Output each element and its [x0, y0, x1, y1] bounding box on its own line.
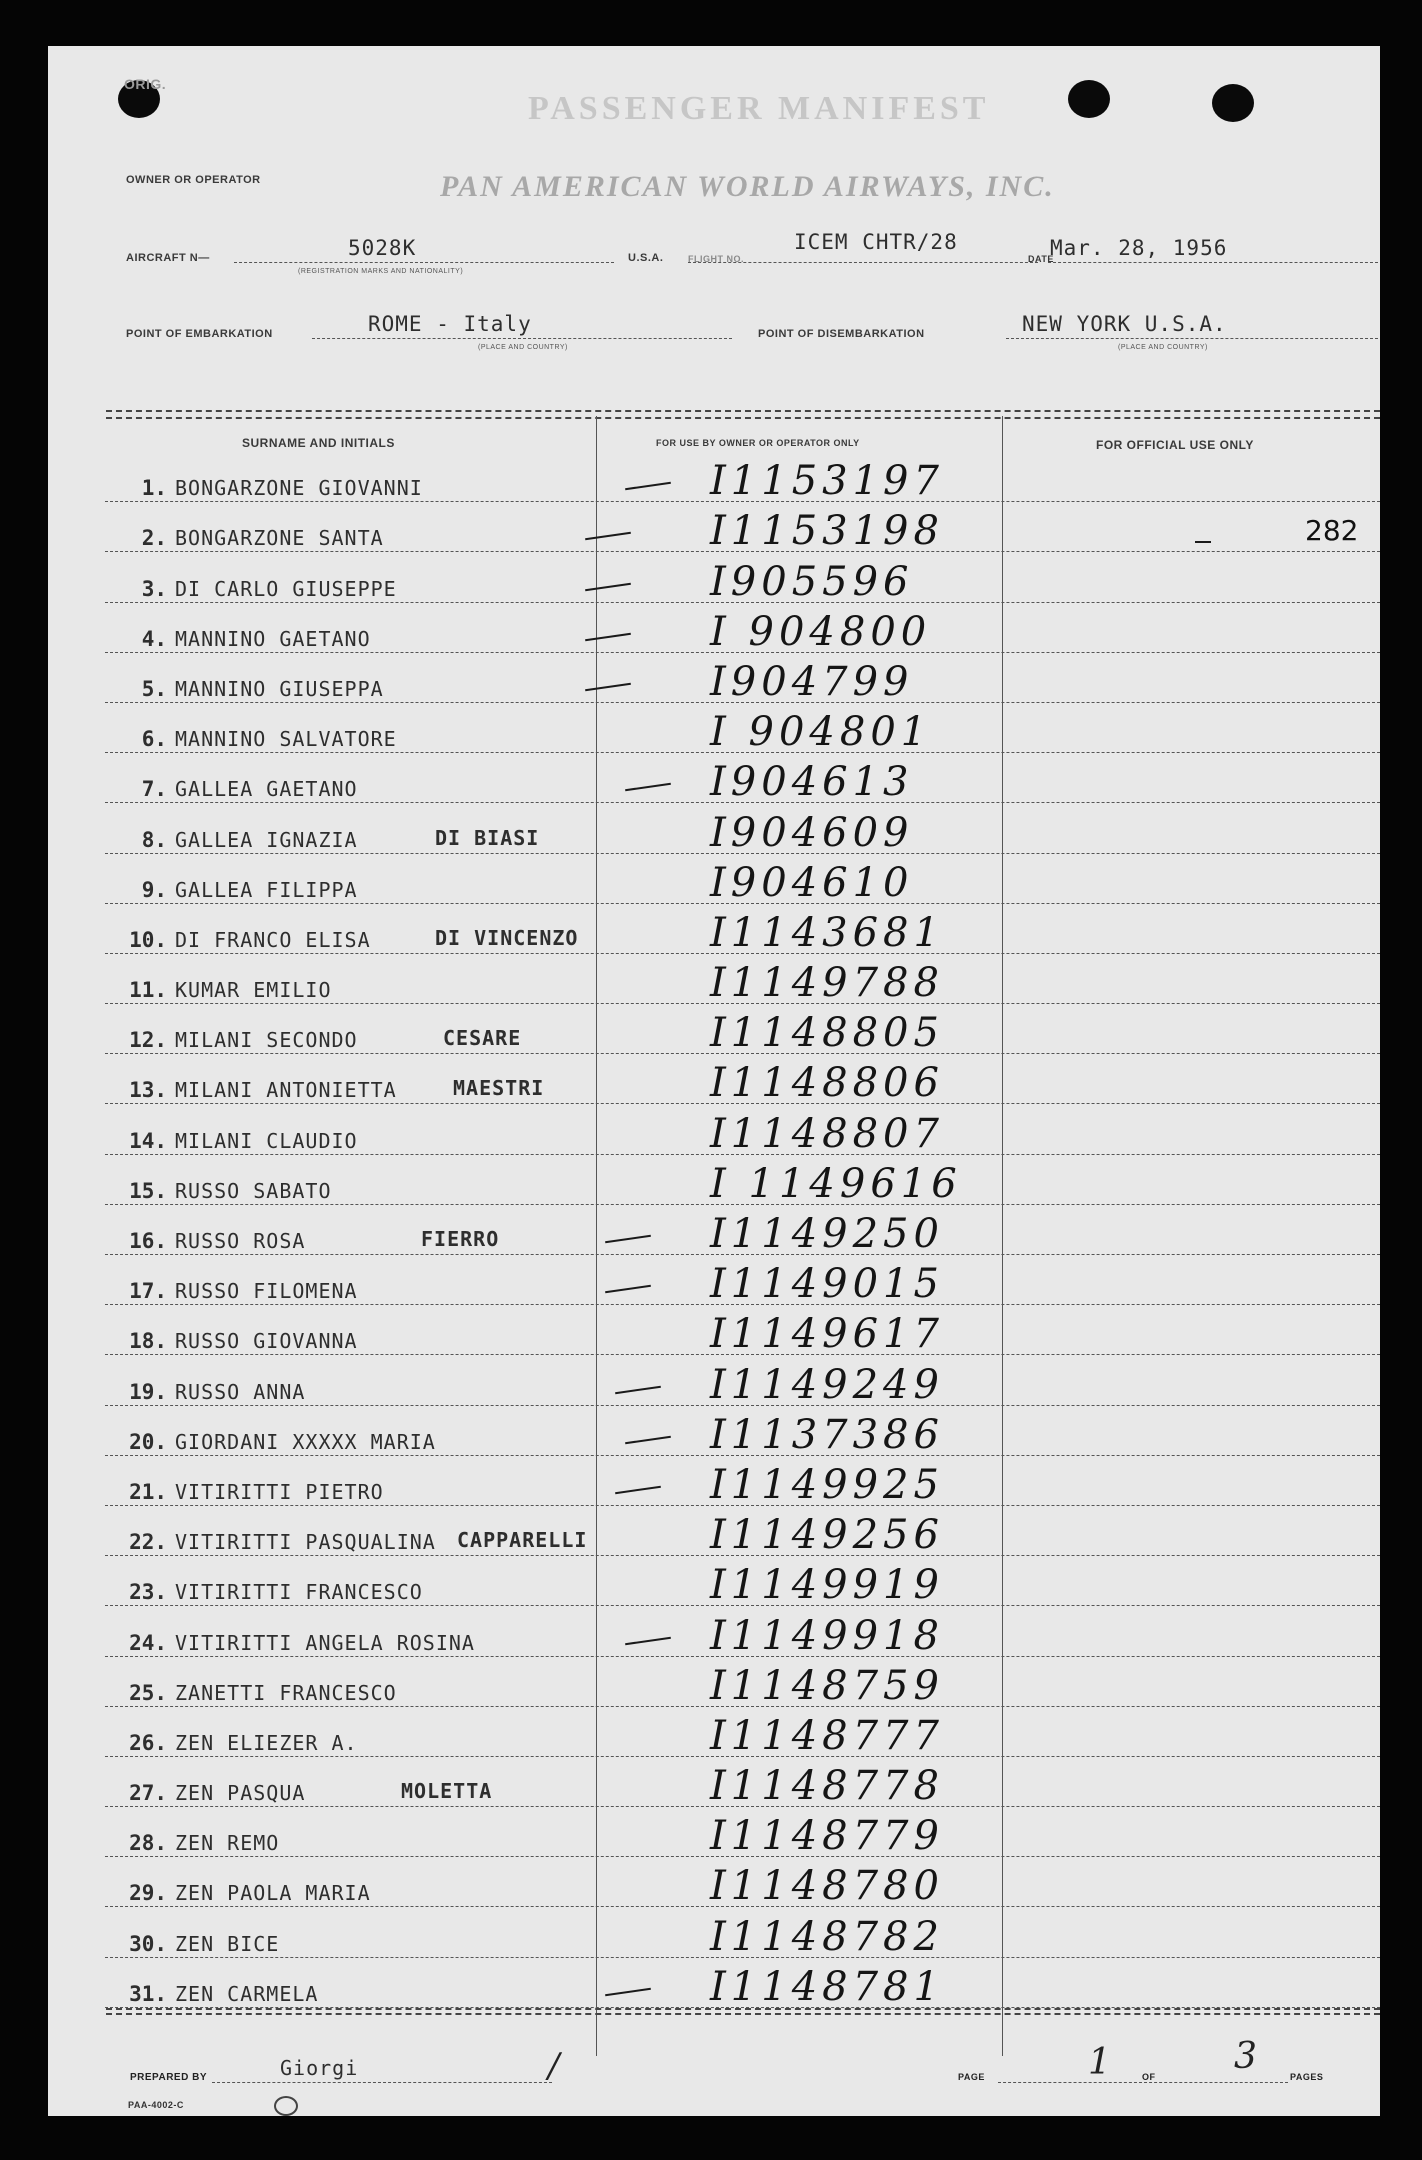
- row-number: 21.: [129, 1479, 167, 1504]
- passenger-name: ZEN PAOLA MARIA: [175, 1881, 371, 1906]
- passenger-name: RUSSO ANNA: [175, 1379, 306, 1404]
- date-value: Mar. 28, 1956: [1050, 236, 1228, 260]
- row-number: 31.: [129, 1981, 167, 2006]
- row-number: 14.: [129, 1128, 167, 1153]
- passenger-name: GIORDANI XXXXX MARIA: [175, 1429, 436, 1454]
- passenger-name: RUSSO GIOVANNA: [175, 1329, 358, 1354]
- passport-number: I904613: [710, 759, 914, 806]
- passenger-name: GALLEA FILIPPA: [175, 877, 358, 902]
- passenger-name: GALLEA GAETANO: [175, 777, 358, 802]
- passport-number: I905596: [710, 558, 914, 605]
- owner-value: PAN AMERICAN WORLD AIRWAYS, INC.: [440, 170, 1055, 203]
- prepared-label: PREPARED BY: [130, 2072, 207, 2083]
- aircraft-label: AIRCRAFT N—: [126, 252, 210, 264]
- row-number: 12.: [129, 1028, 167, 1053]
- passenger-name: MILANI CLAUDIO: [175, 1128, 358, 1153]
- passport-number: I1153197: [710, 458, 944, 505]
- passport-number: I1149256: [710, 1512, 944, 1559]
- surname-column-header: SURNAME AND INITIALS: [242, 436, 395, 450]
- table-row: [105, 1054, 1380, 1107]
- passenger-name: GALLEA IGNAZIA: [175, 827, 358, 852]
- passenger-name: DI CARLO GIUSEPPE: [175, 576, 397, 601]
- passenger-name: MANNINO GIUSEPPA: [175, 676, 384, 701]
- row-number: 3.: [141, 576, 167, 601]
- row-number: 17.: [129, 1279, 167, 1304]
- passenger-name: KUMAR EMILIO: [175, 978, 332, 1003]
- row-number: 25.: [129, 1680, 167, 1705]
- corner-mark: ORIG.: [124, 76, 167, 92]
- table-row: [105, 703, 1380, 756]
- row-number: 24.: [129, 1630, 167, 1655]
- table-row: [105, 854, 1380, 904]
- official-dash: [1195, 541, 1211, 543]
- passenger-name: RUSSO FILOMENA: [175, 1279, 358, 1304]
- table-row: [105, 552, 1380, 605]
- row-number: 26.: [129, 1730, 167, 1755]
- row-number: 22.: [129, 1530, 167, 1555]
- table-row: [105, 1857, 1380, 1910]
- check-dash: [605, 1988, 651, 1996]
- owner-label: OWNER OR OPERATOR: [126, 174, 261, 186]
- aircraft-value: 5028K: [348, 236, 417, 260]
- passenger-annotation: FIERRO: [421, 1227, 500, 1251]
- table-row: [105, 1104, 1380, 1157]
- passenger-annotation: DI BIASI: [435, 825, 540, 850]
- disembarkation-sublabel: (PLACE AND COUNTRY): [1118, 344, 1208, 351]
- embarkation-value: ROME - Italy: [368, 312, 532, 336]
- passport-number: I1148805: [710, 1010, 944, 1057]
- manifest-sheet: [48, 46, 1380, 2116]
- disembarkation-value: NEW YORK U.S.A.: [1022, 312, 1227, 336]
- passport-number: I 904800: [710, 608, 932, 655]
- passport-number: I904609: [710, 809, 914, 856]
- table-bottom-rule: [106, 2008, 1380, 2015]
- disembarkation-label: POINT OF DISEMBARKATION: [758, 328, 925, 340]
- passenger-name: MANNINO SALVATORE: [175, 727, 397, 752]
- table-row: [105, 1907, 1380, 1960]
- passport-number: I904610: [710, 859, 914, 906]
- row-number: 19.: [129, 1379, 167, 1404]
- owner-use-column-header: FOR USE BY OWNER OR OPERATOR ONLY: [656, 438, 860, 448]
- table-row: [105, 1305, 1380, 1358]
- passport-number: I1149788: [710, 960, 944, 1007]
- passport-number: I1153198: [710, 508, 944, 555]
- passport-number: I1148777: [710, 1712, 944, 1759]
- passport-number: I1149249: [710, 1361, 944, 1408]
- page-title: PASSENGER MANIFEST: [528, 90, 990, 127]
- table-row: [105, 1355, 1380, 1408]
- row-number: 11.: [129, 978, 167, 1003]
- passenger-name: MANNINO GAETANO: [175, 626, 371, 651]
- row-number: 6.: [141, 727, 167, 752]
- table-row: [105, 753, 1380, 806]
- passenger-name: MILANI SECONDO: [175, 1028, 358, 1053]
- passport-number: I 1149616: [710, 1160, 962, 1207]
- passport-number: I1149925: [710, 1461, 944, 1508]
- check-dash: [585, 582, 631, 590]
- row-number: 15.: [129, 1178, 167, 1203]
- passenger-name: ZEN BICE: [175, 1931, 280, 1956]
- row-number: 4.: [141, 626, 167, 651]
- passport-number: I1148779: [710, 1813, 944, 1860]
- passenger-annotation: MOLETTA: [401, 1779, 493, 1804]
- table-row: [105, 1406, 1380, 1456]
- table-top-rule: [106, 410, 1380, 419]
- passenger-annotation: DI VINCENZO: [435, 925, 579, 950]
- check-dash: [625, 1636, 671, 1644]
- passport-number: I1148780: [710, 1863, 944, 1910]
- table-row: [105, 904, 1380, 954]
- passenger-name: VITIRITTI ANGELA ROSINA: [175, 1630, 475, 1655]
- passenger-name: DI FRANCO ELISA: [175, 927, 371, 952]
- passport-number: I1148778: [710, 1763, 944, 1810]
- passenger-name: ZEN PASQUA: [175, 1781, 306, 1806]
- passenger-annotation: MAESTRI: [453, 1076, 545, 1101]
- row-number: 30.: [129, 1931, 167, 1956]
- passenger-name: ZEN REMO: [175, 1831, 280, 1856]
- row-number: 23.: [129, 1580, 167, 1605]
- punch-hole: [1212, 84, 1254, 122]
- union-label-icon: [274, 2096, 298, 2116]
- check-dash: [605, 1285, 651, 1293]
- table-row: [105, 1506, 1380, 1559]
- check-dash: [625, 1436, 671, 1444]
- passenger-name: VITIRITTI PASQUALINA: [175, 1530, 436, 1555]
- row-number: 20.: [129, 1429, 167, 1454]
- official-value: 282: [1305, 514, 1359, 548]
- check-dash: [615, 1385, 661, 1393]
- table-row: [105, 452, 1380, 505]
- passenger-name: BONGARZONE SANTA: [175, 526, 384, 551]
- table-row: [105, 1004, 1380, 1057]
- row-number: 16.: [129, 1229, 167, 1253]
- flight-label: FLIGHT NO.: [688, 254, 744, 264]
- embarkation-label: POINT OF EMBARKATION: [126, 328, 273, 340]
- check-dash: [585, 633, 631, 641]
- check-dash: [625, 482, 671, 490]
- table-row: [105, 803, 1380, 856]
- table-row: [105, 1958, 1380, 2008]
- row-number: 5.: [141, 676, 167, 701]
- passenger-annotation: CAPPARELLI: [457, 1528, 588, 1553]
- table-row: [105, 1757, 1380, 1810]
- punch-hole: [1068, 80, 1110, 118]
- passenger-list: [105, 452, 1380, 2008]
- check-dash: [585, 683, 631, 691]
- passport-number: I1148806: [710, 1060, 944, 1107]
- check-dash: [625, 783, 671, 791]
- page-number: 1: [1088, 2042, 1111, 2083]
- passenger-name: ZEN ELIEZER A.: [175, 1730, 358, 1755]
- passport-number: I1148807: [710, 1110, 944, 1157]
- passport-number: I1149617: [710, 1311, 944, 1358]
- date-label: DATE: [1028, 254, 1054, 264]
- prepared-value: Giorgi: [280, 2056, 359, 2080]
- passport-number: I1148782: [710, 1913, 944, 1960]
- row-number: 28.: [129, 1831, 167, 1856]
- passenger-annotation: CESARE: [443, 1026, 522, 1051]
- check-dash: [585, 532, 631, 540]
- passport-number: I1137386: [710, 1411, 944, 1458]
- check-dash: [605, 1235, 651, 1243]
- flight-value: ICEM CHTR/28: [794, 230, 958, 254]
- table-row: [105, 954, 1380, 1007]
- passenger-name: VITIRITTI FRANCESCO: [175, 1580, 423, 1605]
- passport-number: I1149250: [710, 1211, 944, 1257]
- table-row: [105, 603, 1380, 653]
- passenger-name: RUSSO SABATO: [175, 1178, 332, 1203]
- row-number: 18.: [129, 1329, 167, 1354]
- form-code: PAA-4002-C: [128, 2100, 184, 2110]
- table-row: [105, 1155, 1380, 1205]
- of-label: OF: [1142, 2072, 1156, 2082]
- passenger-name: ZEN CARMELA: [175, 1981, 319, 2006]
- table-row: [105, 502, 1380, 555]
- row-number: 10.: [129, 927, 167, 952]
- passenger-name: VITIRITTI PIETRO: [175, 1479, 384, 1504]
- table-row: [105, 1657, 1380, 1707]
- passenger-name: BONGARZONE GIOVANNI: [175, 476, 423, 501]
- table-row: [105, 1205, 1380, 1255]
- table-row: [105, 1456, 1380, 1506]
- passport-number: I904799: [710, 658, 914, 705]
- table-row: [105, 653, 1380, 703]
- passenger-name: MILANI ANTONIETTA: [175, 1078, 397, 1103]
- official-use-column-header: FOR OFFICIAL USE ONLY: [1096, 438, 1254, 452]
- passport-number: I1148759: [710, 1662, 944, 1709]
- passport-number: I1149919: [710, 1562, 944, 1609]
- passenger-name: ZANETTI FRANCESCO: [175, 1680, 397, 1705]
- row-number: 29.: [129, 1881, 167, 1906]
- total-pages: 3: [1234, 2036, 1257, 2077]
- slash-mark: /: [548, 2046, 560, 2086]
- row-number: 9.: [141, 877, 167, 902]
- row-number: 27.: [129, 1781, 167, 1806]
- aircraft-sublabel: (REGISTRATION MARKS AND NATIONALITY): [298, 268, 464, 275]
- page-label: PAGE: [958, 2072, 985, 2082]
- table-row: [105, 1606, 1380, 1659]
- table-row: [105, 1807, 1380, 1860]
- embarkation-sublabel: (PLACE AND COUNTRY): [478, 344, 568, 351]
- passenger-name: RUSSO ROSA: [175, 1229, 306, 1253]
- check-dash: [615, 1486, 661, 1494]
- row-number: 13.: [129, 1078, 167, 1103]
- row-number: 1.: [141, 476, 167, 501]
- passport-number: I1149918: [710, 1612, 944, 1659]
- passport-number: I1149015: [710, 1261, 944, 1308]
- usa-label: U.S.A.: [628, 252, 664, 264]
- pages-label: PAGES: [1290, 2072, 1324, 2082]
- passport-number: I1143681: [710, 909, 944, 956]
- table-row: [105, 1707, 1380, 1757]
- passport-number: I 904801: [710, 709, 932, 756]
- row-number: 8.: [141, 827, 167, 852]
- table-row: [105, 1255, 1380, 1308]
- table-row: [105, 1556, 1380, 1609]
- row-number: 7.: [141, 777, 167, 802]
- passport-number: I1148781: [710, 1963, 944, 2010]
- row-number: 2.: [141, 526, 167, 551]
